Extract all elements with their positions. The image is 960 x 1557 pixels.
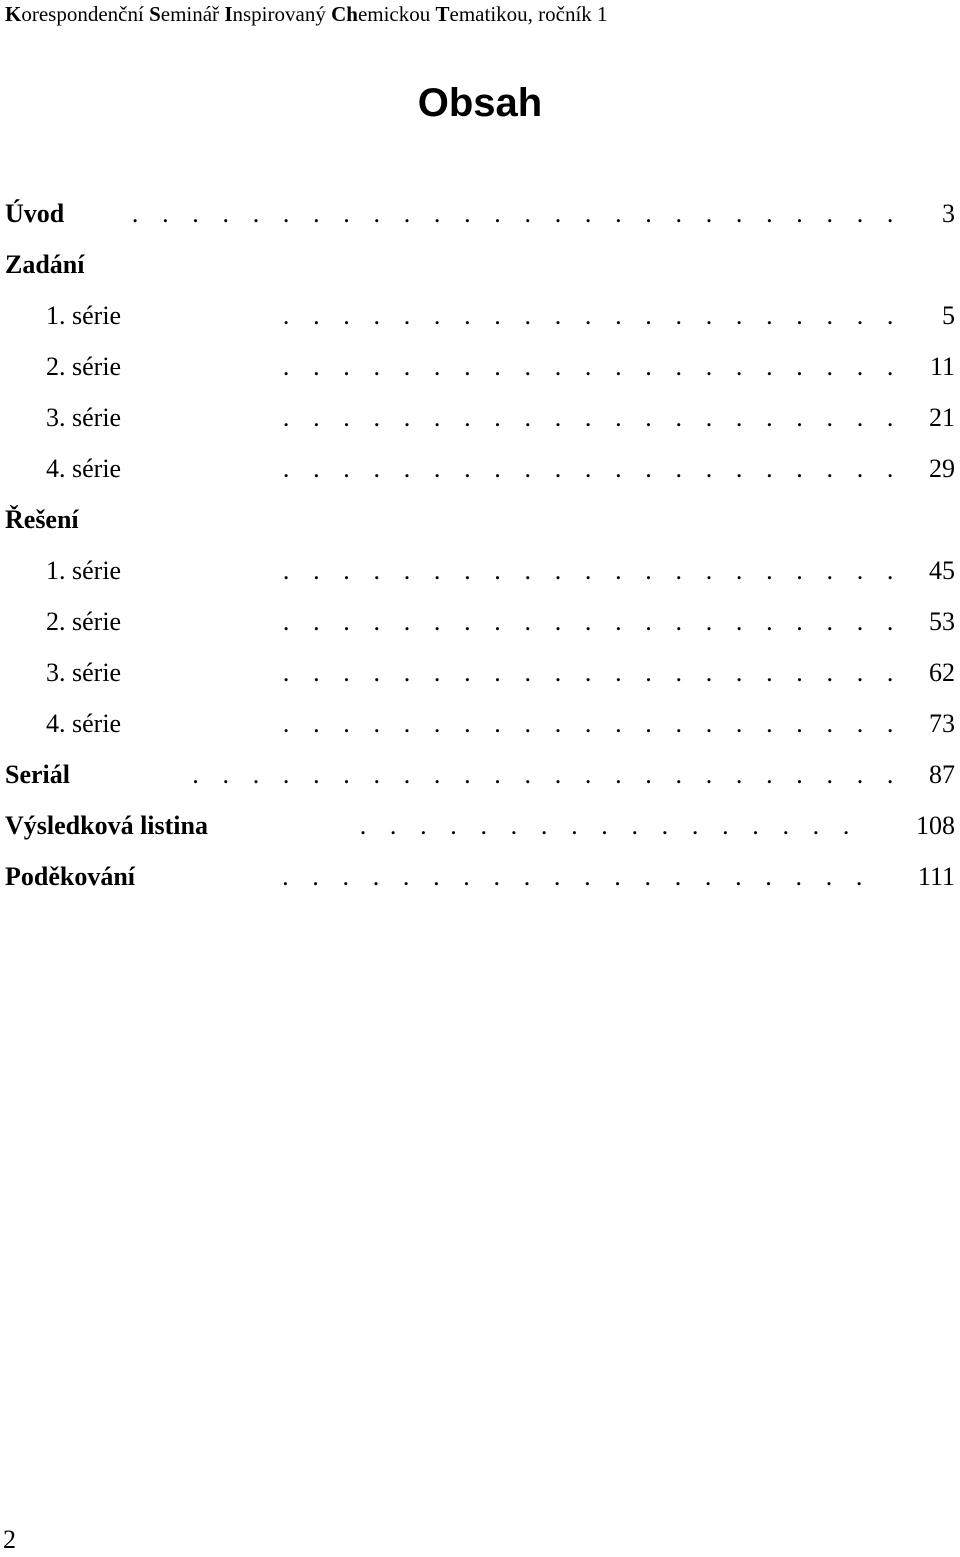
table-of-contents <box>0 188 960 902</box>
toc-entry[interactable] <box>0 800 960 851</box>
toc-entry-label: Zadání <box>5 250 85 279</box>
toc-entry-label: 4. série <box>46 709 122 738</box>
toc-dot-leader: . . . . . . . . . . . . . . . . . . . . . <box>282 454 902 483</box>
header-word-rest: eminář <box>160 2 225 26</box>
toc-entry[interactable] <box>0 851 960 902</box>
page-title: Obsah <box>417 81 543 125</box>
toc-dot-leader: . . . . . . . . . . . . . . . . . . . . . <box>282 403 902 432</box>
header-word-initial: I <box>224 2 233 26</box>
toc-entry-label: 2. série <box>46 352 122 381</box>
toc-entry-label: Poděkování <box>5 862 136 891</box>
toc-entry-label: Výsledková listina <box>5 811 208 840</box>
toc-entry[interactable] <box>0 596 960 647</box>
toc-entry-page: 21 <box>929 403 955 432</box>
toc-dot-leader: . . . . . . . . . . . . . . . . . . . . . <box>282 607 902 636</box>
toc-entry-label: 1. série <box>46 556 122 585</box>
toc-dot-leader: . . . . . . . . . . . . . . . . . . . . . <box>282 352 902 381</box>
toc-entry[interactable] <box>0 749 960 800</box>
running-header <box>5 2 608 26</box>
toc-entry-page: 108 <box>916 811 955 840</box>
toc-entry-label: Řešení <box>5 505 79 534</box>
toc-entry[interactable] <box>0 239 960 290</box>
toc-entry[interactable] <box>0 443 960 494</box>
toc-entry[interactable] <box>0 290 960 341</box>
header-word <box>436 2 608 26</box>
toc-entry-label: 3. série <box>46 403 122 432</box>
toc-entry-label: Úvod <box>5 199 65 228</box>
toc-entry-page: 29 <box>929 454 955 483</box>
toc-entry-page: 73 <box>929 709 955 738</box>
toc-entry-page: 45 <box>929 556 955 585</box>
header-word-initial: Ch <box>331 2 358 26</box>
header-word-rest: nspirovaný <box>232 2 332 26</box>
toc-entry-page: 111 <box>917 862 955 891</box>
header-word-initial: K <box>5 2 22 26</box>
toc-dot-leader: . . . . . . . . . . . . . . . . . . . . . <box>282 556 902 585</box>
toc-dot-leader: . . . . . . . . . . . . . . . . . . . . . . . . . . <box>131 199 902 228</box>
toc-dot-leader: . . . . . . . . . . . . . . . . . <box>359 811 858 840</box>
toc-entry[interactable] <box>0 341 960 392</box>
toc-dot-leader: . . . . . . . . . . . . . . . . . . . . <box>282 862 871 891</box>
header-word <box>5 2 149 26</box>
toc-entry-label: 2. série <box>46 607 122 636</box>
header-word-rest: emickou <box>357 2 436 26</box>
toc-entry-label: 1. série <box>46 301 122 330</box>
toc-entry-page: 11 <box>929 352 955 381</box>
header-word <box>331 2 435 26</box>
toc-entry[interactable] <box>0 545 960 596</box>
header-word-rest: orespondenční <box>21 2 150 26</box>
toc-entry[interactable] <box>0 188 960 239</box>
toc-entry-label: 4. série <box>46 454 122 483</box>
toc-entry-page: 87 <box>929 760 955 789</box>
toc-dot-leader: . . . . . . . . . . . . . . . . . . . . . <box>282 658 902 687</box>
toc-entry[interactable] <box>0 392 960 443</box>
toc-entry-label: 3. série <box>46 658 122 687</box>
toc-entry-label: Seriál <box>5 760 70 789</box>
toc-entry[interactable] <box>0 698 960 749</box>
toc-dot-leader: . . . . . . . . . . . . . . . . . . . . . <box>282 301 902 330</box>
header-word <box>149 2 224 26</box>
toc-dot-leader: . . . . . . . . . . . . . . . . . . . . . <box>282 709 902 738</box>
toc-entry-page: 62 <box>929 658 955 687</box>
toc-entry[interactable] <box>0 647 960 698</box>
toc-entry[interactable] <box>0 494 960 545</box>
header-word <box>224 2 331 26</box>
toc-entry-page: 5 <box>942 301 955 330</box>
toc-entry-page: 3 <box>942 199 955 228</box>
page-number: 2 <box>3 1525 16 1554</box>
header-word-rest: ematikou, ročník 1 <box>449 2 608 26</box>
toc-entry-page: 53 <box>929 607 955 636</box>
header-word-initial: T <box>435 2 450 26</box>
toc-dot-leader: . . . . . . . . . . . . . . . . . . . . . . . . <box>192 760 902 789</box>
header-word-initial: S <box>149 2 161 26</box>
